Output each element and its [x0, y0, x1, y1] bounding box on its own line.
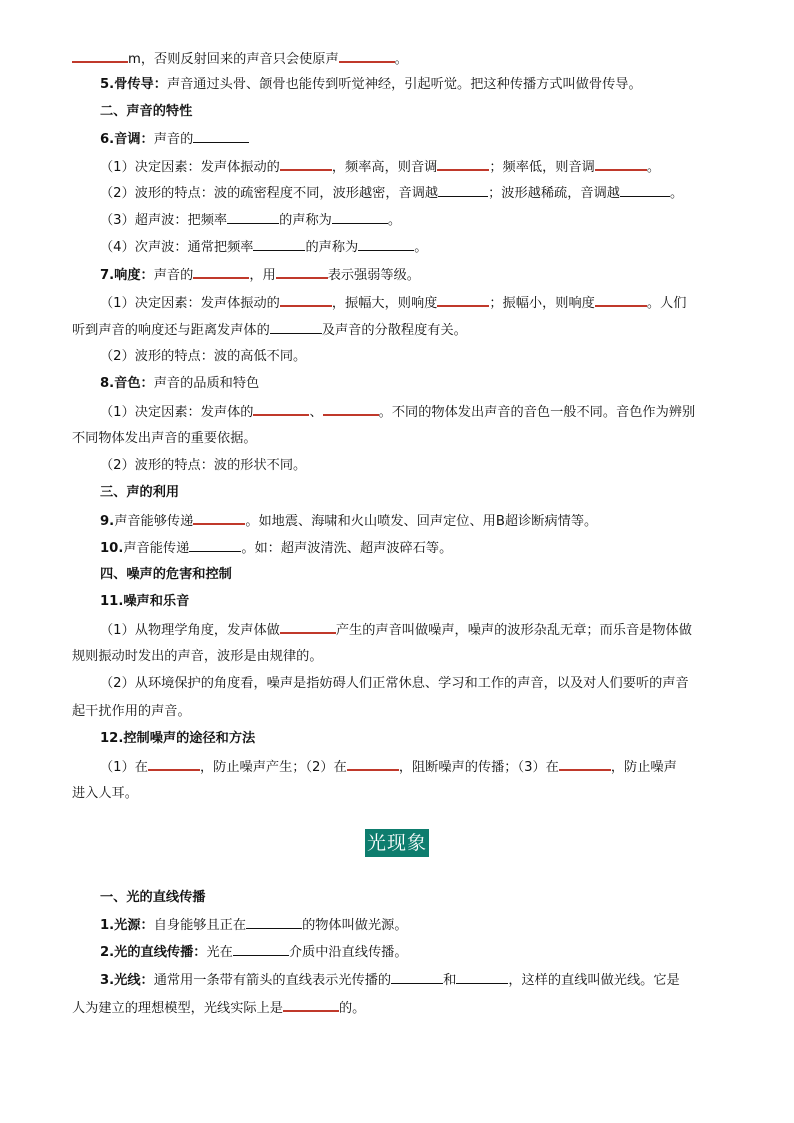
answer-blank[interactable]: [358, 238, 414, 251]
answer-blank[interactable]: [193, 511, 245, 525]
text-line: 进入人耳。: [72, 786, 138, 801]
answer-blank[interactable]: [559, 757, 611, 771]
answer-blank[interactable]: [595, 293, 647, 307]
text-line: （1）决定因素：发声体振动的 ，频率高，则音调 ；频率低，则音调 。: [100, 157, 722, 177]
answer-blank[interactable]: [193, 265, 249, 279]
answer-blank[interactable]: [323, 402, 379, 416]
section-heading: 四、噪声的危害和控制: [100, 567, 232, 582]
answer-blank[interactable]: [620, 184, 670, 197]
text-line: m，否则反射回来的声音只会使原声 。: [72, 49, 722, 69]
answer-blank[interactable]: [189, 539, 241, 552]
answer-blank[interactable]: [148, 757, 200, 771]
subsection-heading: 12.控制噪声的途径和方法: [100, 731, 256, 746]
text-line: 2.光的直线传播：光在 介质中沿直线传播。: [100, 945, 408, 960]
subsection-heading: 11.噪声和乐音: [100, 594, 190, 609]
answer-blank[interactable]: [246, 916, 302, 929]
text-line: （2）波形的特点：波的疏密程度不同，波形越密，音调越 ；波形越稀疏，音调越 。: [100, 186, 684, 201]
text-line: （1）决定因素：发声体振动的 ，振幅大，则响度 ；振幅小，则响度 。人们: [100, 293, 722, 313]
answer-blank[interactable]: [332, 211, 388, 224]
text-line: 10.声音能传递 。如：超声波清洗、超声波碎石等。: [100, 541, 453, 556]
text-line: 听到声音的响度还与距离发声体的 及声音的分散程度有关。: [72, 323, 467, 338]
text-line: （4）次声波：通常把频率 的声称为 。: [100, 240, 428, 255]
answer-blank[interactable]: [339, 49, 395, 63]
text-line: （3）超声波：把频率 的声称为 。: [100, 213, 402, 228]
text-line: 9.声音能够传递 。如地震、海啸和火山喷发、回声定位、用B超诊断病情等。: [100, 511, 722, 531]
answer-blank[interactable]: [280, 157, 332, 171]
answer-blank[interactable]: [253, 402, 309, 416]
text-line: 1.光源：自身能够且正在 的物体叫做光源。: [100, 918, 408, 933]
text-line: 人为建立的理想模型，光线实际上是 的。: [72, 998, 722, 1018]
text-line: 8.音色：声音的品质和特色: [100, 376, 260, 391]
section-heading: 一、光的直线传播: [100, 890, 206, 905]
answer-blank[interactable]: [437, 293, 489, 307]
answer-blank[interactable]: [227, 211, 279, 224]
text-line: 规则振动时发出的声音，波形是由规律的。: [72, 649, 323, 664]
section-title-badge: 光现象: [365, 829, 429, 857]
section-heading: 三、声的利用: [100, 485, 180, 500]
text-line: 7.响度：声音的 ，用 表示强弱等级。: [100, 265, 722, 285]
text-line: 起干扰作用的声音。: [72, 704, 191, 719]
answer-blank[interactable]: [456, 971, 508, 984]
text-line: 3.光线：通常用一条带有箭头的直线表示光传播的 和 ，这样的直线叫做光线。它是: [100, 973, 680, 988]
answer-blank[interactable]: [72, 49, 128, 63]
answer-blank[interactable]: [253, 238, 305, 251]
answer-blank[interactable]: [233, 943, 289, 956]
answer-blank[interactable]: [595, 157, 647, 171]
text-line: （2）波形的特点：波的形状不同。: [100, 458, 307, 473]
answer-blank[interactable]: [280, 620, 336, 634]
answer-blank[interactable]: [347, 757, 399, 771]
text-line: （1）决定因素：发声体的 、 。不同的物体发出声音的音色一般不同。音色作为辨别: [100, 402, 722, 422]
answer-blank[interactable]: [193, 130, 249, 143]
answer-blank[interactable]: [280, 293, 332, 307]
text-line: 6.音调：声音的: [100, 130, 722, 149]
text-line: 不同物体发出声音的重要依据。: [72, 431, 257, 446]
text-line: （1）在 ，防止噪声产生；（2）在 ，阻断噪声的传播；（3）在 ，防止噪声: [100, 757, 722, 777]
answer-blank[interactable]: [437, 157, 489, 171]
answer-blank[interactable]: [391, 971, 443, 984]
section-heading: 二、声音的特性: [100, 104, 193, 119]
text-line: 5.骨传导：声音通过头骨、颌骨也能传到听觉神经，引起听觉。把这种传播方式叫做骨传导。: [100, 77, 642, 92]
answer-blank[interactable]: [276, 265, 328, 279]
answer-blank[interactable]: [270, 321, 322, 334]
answer-blank[interactable]: [283, 998, 339, 1012]
text-line: （1）从物理学角度，发声体做 产生的声音叫做噪声，噪声的波形杂乱无章；而乐音是物体做: [100, 620, 722, 640]
text-line: （2）波形的特点：波的高低不同。: [100, 349, 307, 364]
text-line: （2）从环境保护的角度看，噪声是指妨碍人们正常休息、学习和工作的声音，以及对人们要听的声音: [100, 676, 689, 691]
answer-blank[interactable]: [438, 184, 488, 197]
